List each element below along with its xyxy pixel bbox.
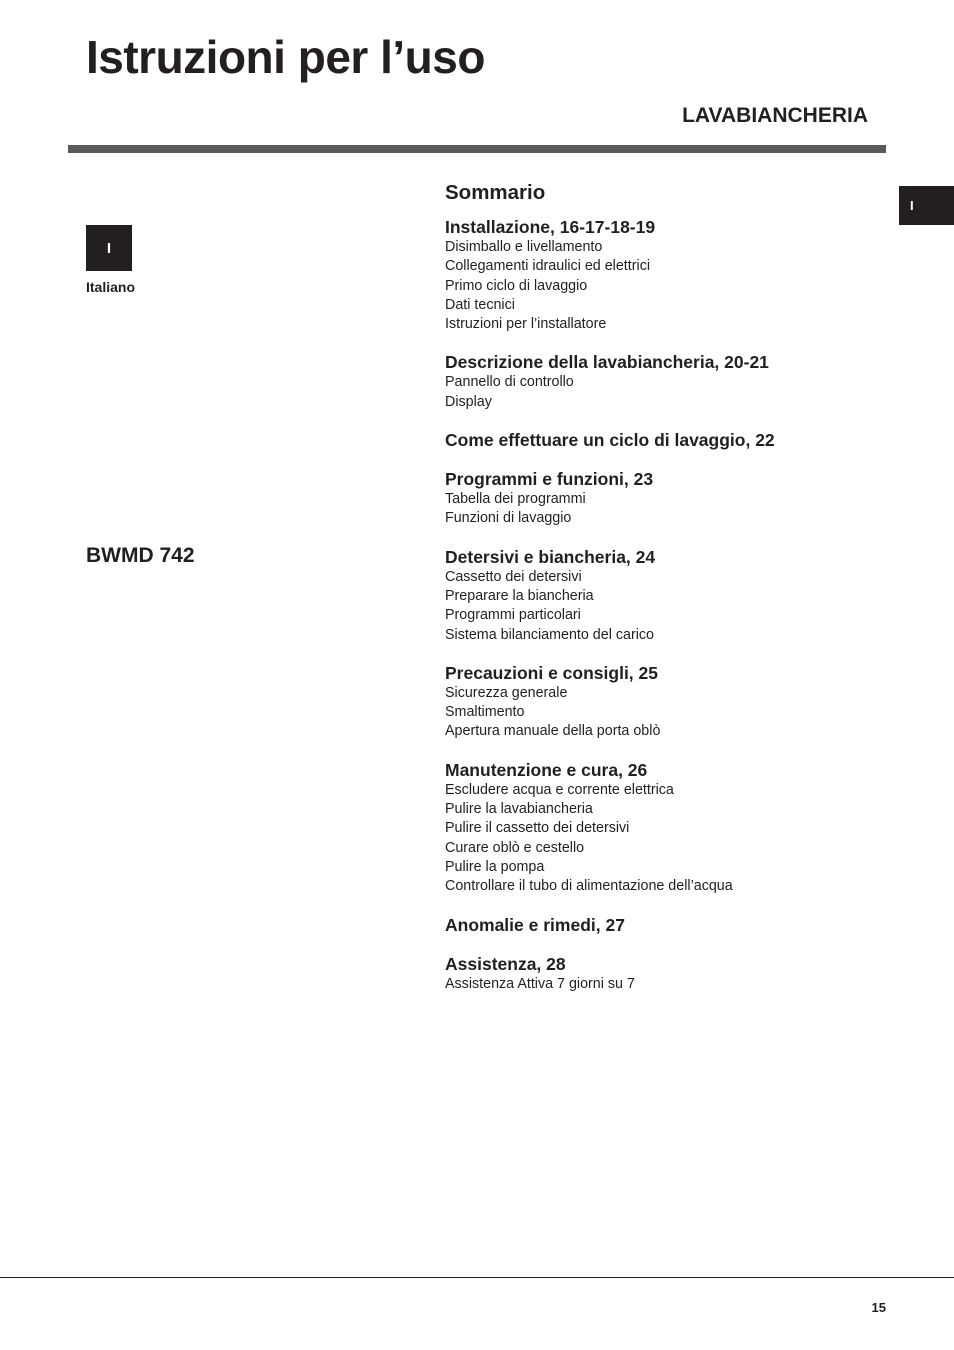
- toc-section: [445, 468, 895, 529]
- toc-subitem: Cassetto dei detersivi: [445, 568, 582, 585]
- toc-subitem: Apertura manuale della porta oblò: [445, 723, 661, 740]
- language-badge: [86, 225, 132, 271]
- toc-section-heading: Manutenzione e cura, 26: [445, 759, 648, 780]
- toc-subitem: Smaltimento: [445, 704, 525, 721]
- side-tab-label: I: [910, 198, 914, 213]
- toc-title: Sommario: [445, 181, 546, 204]
- toc-subitem: Pulire la lavabiancheria: [445, 801, 593, 818]
- toc-subitem: Escludere acqua e corrente elettrica: [445, 781, 674, 798]
- language-label: Italiano: [86, 279, 136, 295]
- toc-subitem: Collegamenti idraulici ed elettrici: [445, 258, 651, 275]
- toc-section-heading: Programmi e funzioni, 23: [445, 469, 654, 490]
- toc-section: [445, 351, 895, 412]
- toc-section-heading: Descrizione della lavabiancheria, 20-21: [445, 352, 769, 373]
- toc-sections: [445, 216, 895, 994]
- language-side-tab: [899, 186, 954, 225]
- toc-subitem: Assistenza Attiva 7 giorni su 7: [445, 975, 635, 992]
- model-number: BWMD 742: [86, 544, 195, 567]
- toc-subitem: Curare oblò e cestello: [445, 839, 585, 856]
- toc-subitem: Controllare il tubo di alimentazione dell’acqua: [445, 878, 733, 895]
- toc-subitem: Pannello di controllo: [445, 374, 574, 391]
- toc-subitem: Dati tecnici: [445, 296, 515, 313]
- toc-section: [445, 429, 895, 451]
- language-code: I: [106, 239, 112, 257]
- toc-subitem: Programmi particolari: [445, 607, 581, 624]
- toc-subitem: Sicurezza generale: [445, 684, 568, 701]
- table-of-contents: [445, 180, 895, 1011]
- toc-section-heading: Detersivi e biancheria, 24: [445, 546, 656, 567]
- toc-subitem: Pulire il cassetto dei detersivi: [445, 820, 630, 837]
- toc-section: [445, 914, 895, 936]
- toc-section-heading: Come effettuare un ciclo di lavaggio, 22: [445, 430, 775, 451]
- toc-subitem: Tabella dei programmi: [445, 491, 586, 508]
- toc-subitem: Sistema bilanciamento del carico: [445, 626, 654, 643]
- toc-subitem: Primo ciclo di lavaggio: [445, 277, 588, 294]
- toc-section-heading: Installazione, 16-17-18-19: [445, 217, 656, 237]
- toc-subitem: Disimballo e livellamento: [445, 239, 603, 255]
- toc-section: [445, 216, 895, 334]
- toc-subitem: Display: [445, 393, 492, 410]
- page-title: Istruzioni per l’uso: [86, 31, 485, 83]
- toc-subitem: Istruzioni per l’installatore: [445, 316, 607, 333]
- footer-divider: [0, 1277, 954, 1278]
- page-number: 15: [871, 1300, 886, 1315]
- header-divider: [68, 145, 886, 153]
- product-category: LAVABIANCHERIA: [682, 104, 868, 127]
- toc-subitem: Preparare la biancheria: [445, 587, 594, 604]
- toc-section: [445, 546, 895, 645]
- toc-section: [445, 759, 895, 897]
- toc-section: [445, 953, 895, 994]
- toc-section-heading: Anomalie e rimedi, 27: [445, 914, 625, 935]
- toc-section-heading: Assistenza, 28: [445, 953, 566, 974]
- toc-subitem: Pulire la pompa: [445, 858, 545, 875]
- toc-section-heading: Precauzioni e consigli, 25: [445, 662, 658, 683]
- toc-section: [445, 662, 895, 742]
- toc-subitem: Funzioni di lavaggio: [445, 510, 572, 527]
